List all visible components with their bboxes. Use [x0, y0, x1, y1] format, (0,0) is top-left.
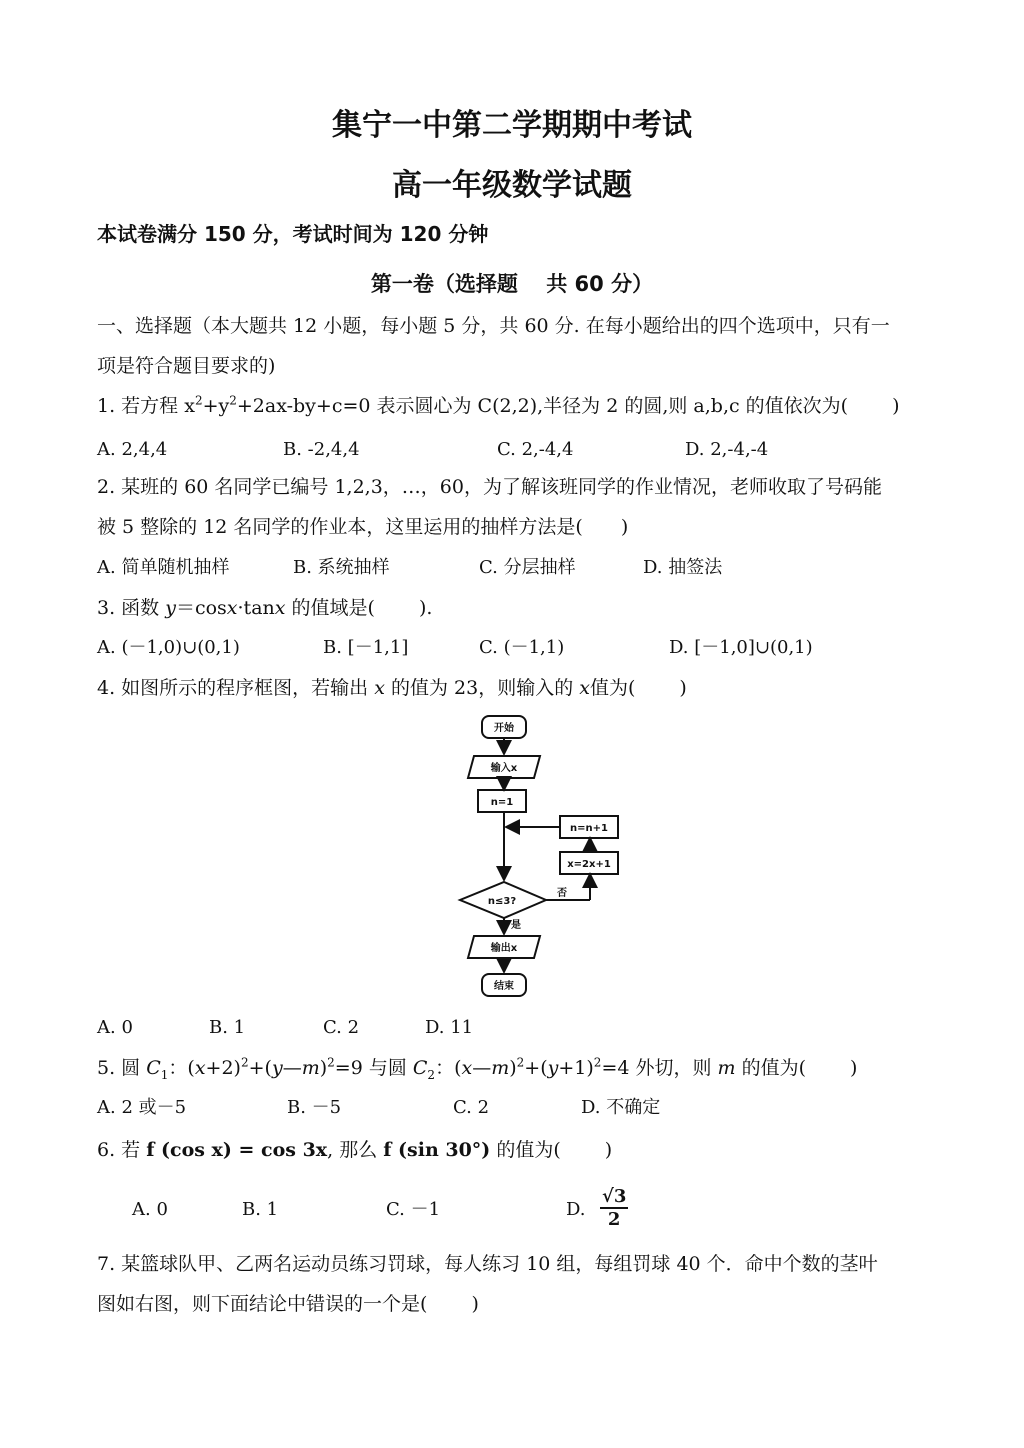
q6-option-d: D. [566, 1199, 586, 1220]
q5-option-d: D. 不确定 [581, 1097, 661, 1118]
question-5: 5. 圆 $C_1$：$(x+2)^2+(y—m)^2=9$ 与圆 $C_2$：$(x—m)^2+(y+1)^2=4$ 外切，则 m 的值为( ) [97, 1055, 858, 1082]
q5-option-c: C. 2 [453, 1097, 490, 1118]
q3-option-a: A. (－1,0)∪(0,1) [97, 637, 240, 658]
q6-option-d-fraction [600, 1186, 628, 1230]
q3-option-b: B. [－1,1] [323, 637, 409, 658]
exam-subtitle: 高一年级数学试题 [392, 168, 632, 203]
flow-update-label: x=2x+1 [567, 859, 611, 870]
q5-option-b: B. －5 [287, 1097, 342, 1118]
exam-title: 集宁一中第二学期期中考试 [332, 108, 692, 143]
q1-option-d: D. 2,-4,-4 [685, 439, 769, 460]
flow-increment-label: n=n+1 [570, 823, 608, 834]
q2-option-c: C. 分层抽样 [479, 557, 576, 578]
question-7-line-2: 图如右图，则下面结论中错误的一个是( ) [97, 1293, 479, 1315]
flow-start-label: 开始 [494, 723, 514, 734]
question-3: 3. 函数 y＝cosx·tanx 的值域是( ). [97, 597, 433, 619]
q2-option-a: A. 简单随机抽样 [97, 557, 230, 578]
q1-option-c: C. 2,-4,4 [497, 439, 574, 460]
q3-option-c: C. (－1,1) [479, 637, 565, 658]
q1-option-a: A. 2,4,4 [97, 439, 168, 460]
program-flowchart [452, 710, 632, 1002]
flow-input-label: 输入x [490, 763, 518, 774]
fraction-denominator: 2 [607, 1209, 621, 1230]
flow-init-label: n=1 [490, 797, 514, 808]
q4-option-a: A. 0 [97, 1017, 133, 1038]
q2-option-b: B. 系统抽样 [293, 557, 390, 578]
intro-line-2: 项是符合题目要求的) [97, 355, 276, 377]
question-4: 4. 如图所示的程序框图，若输出 x 的值为 23，则输入的 x值为( ) [97, 677, 687, 699]
question-2-line-2: 被 5 整除的 12 名同学的作业本，这里运用的抽样方法是( ) [97, 516, 629, 538]
question-1: 1. 若方程 $x^2+y^2+2ax-by+c=0$ 表示圆心为 C(2,2),半径为 2 的圆,则 a,b,c 的值依次为( ) [97, 393, 900, 417]
flow-output-label: 输出x [490, 943, 518, 954]
flow-no-label: 否 [557, 888, 567, 899]
question-2-line-1: 2. 某班的 60 名同学已编号 1,2,3，…，60，为了解该班同学的作业情况，老师收取了号码能 [97, 476, 882, 498]
q4-option-c: C. 2 [323, 1017, 360, 1038]
flow-condition-label: n≤3? [487, 896, 517, 907]
q6-option-c: C. －1 [386, 1199, 441, 1220]
flow-yes-label: 是 [511, 920, 521, 931]
flow-end-label: 结束 [494, 981, 514, 992]
q1-option-b: B. -2,4,4 [283, 439, 360, 460]
q6-option-b: B. 1 [242, 1199, 279, 1220]
q6-option-a: A. 0 [132, 1199, 168, 1220]
q2-option-d: D. 抽签法 [643, 557, 723, 578]
q4-option-d: D. 11 [425, 1017, 474, 1038]
exam-info: 本试卷满分 150 分，考试时间为 120 分钟 [97, 222, 489, 246]
q3-option-d: D. [－1,0]∪(0,1) [669, 637, 813, 658]
question-6: 6. 若 f (cos x) = cos 3x, 那么 f (sin 30°) 的值为( ) [97, 1139, 613, 1161]
fraction-numerator: √3 [602, 1186, 627, 1207]
section-title: 第一卷（选择题 共 60 分） [370, 272, 654, 296]
q4-option-b: B. 1 [209, 1017, 246, 1038]
intro-line-1: 一、选择题（本大题共 12 小题，每小题 5 分，共 60 分. 在每小题给出的四个选项中，只有一 [97, 315, 890, 337]
q5-option-a: A. 2 或－5 [97, 1097, 187, 1118]
question-7-line-1: 7. 某篮球队甲、乙两名运动员练习罚球，每人练习 10 组，每组罚球 40 个．命中个数的茎叶 [97, 1253, 878, 1275]
